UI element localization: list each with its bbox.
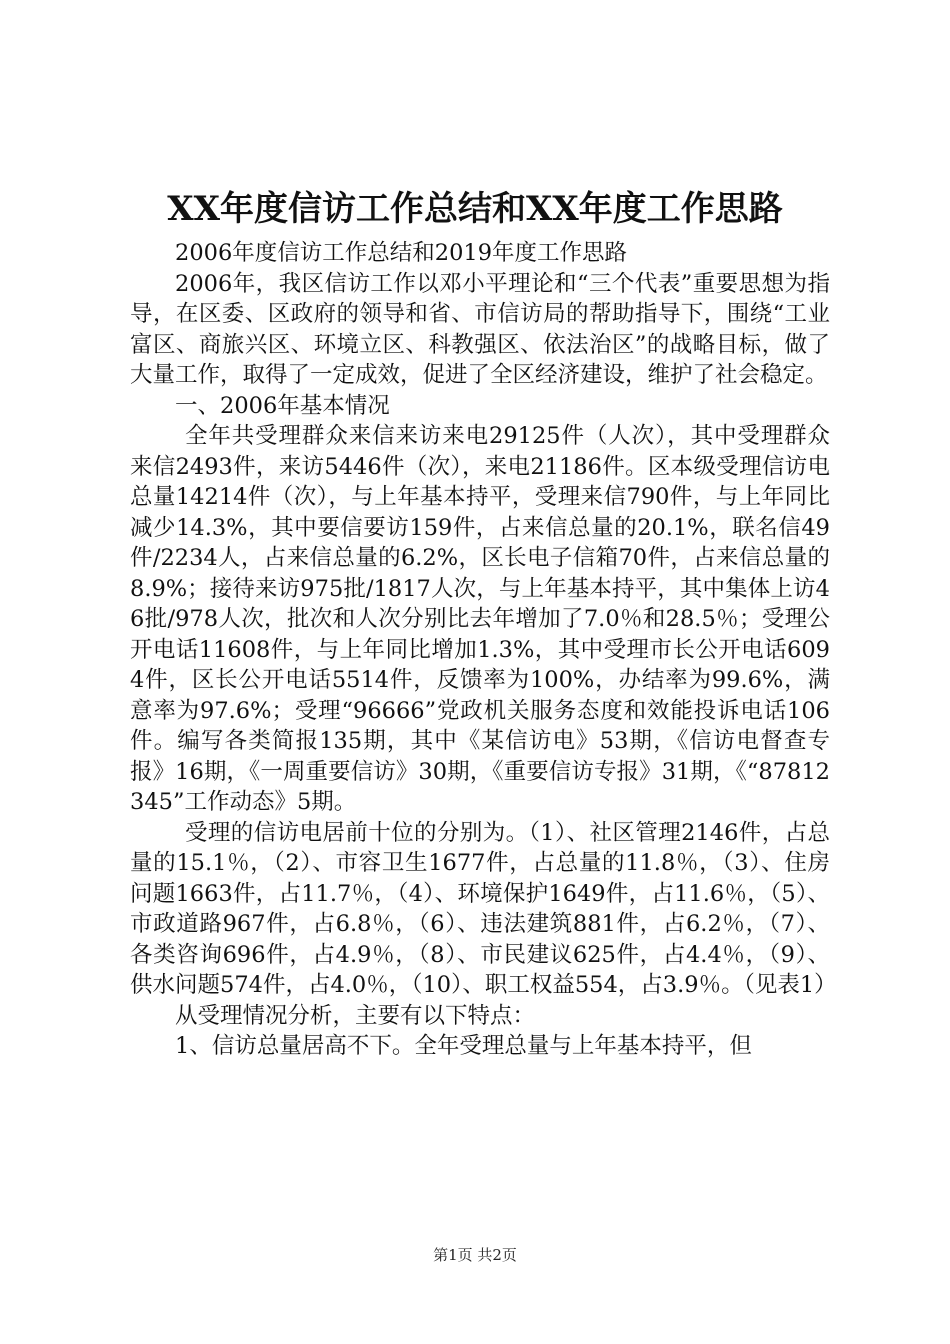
page-footer: 第1页 共2页 (433, 1246, 517, 1264)
analysis-intro-paragraph: 从受理情况分析，主要有以下特点： (175, 1002, 536, 1029)
feature-one-paragraph: 1、信访总量居高不下。全年受理总量与上年基本持平，但 (175, 1033, 752, 1059)
intro-paragraph: 2006年，我区信访工作以邓小平理论和“三个代表”重要思想为指导，在区委、区政府的领导和省、市信访局的帮助指导下，围绕“工业富区、商旅兴区、环境立区、科教强区、依法治区”的战略目标，做了大量工作，取得了一定成效，促进了全区经济建设，维护了社会稳定。 (130, 270, 830, 388)
top-ten-paragraph: 受理的信访电居前十位的分别为。（1）、社区管理2146件，占总量的15.1％，（2）、市容卫生1677件，占总量的11.8％，（3）、住房问题1663件，占11.7％，（4）、环境保护1649件，占11.6％，（5）、市政道路967件，占6.8％，（6）、违法建筑881件，占6.2％，（7）、各类咨询696件，占4.9％，（8）、市民建议625件，占4.4％，（9）、供水问题574件，占4.0％，（10）、职工权益554，占3.9％。（见表1） (130, 819, 837, 998)
document-body (130, 238, 837, 1062)
document-title: XX年度信访工作总结和XX年度工作思路 (167, 189, 783, 229)
subtitle-paragraph: 2006年度信访工作总结和2019年度工作思路 (175, 240, 628, 266)
statistics-paragraph: 全年共受理群众来信来访来电29125件（人次），其中受理群众来信2493件，来访5446件（次），来电21186件。区本级受理信访电总量14214件（次），与上年基本持平，受理来信790件，与上年同比减少14.3%，其中要信要访159件，占来信总量的20.1%，联名信49件/2234人，占来信总量的6.2%，区长电子信箱70件，占来信总量的8.9%；接待来访975批/1817人次，与上年基本持平，其中集体上访46批/978人次，批次和人次分别比去年增加了7.0％和28.5％；受理公开电话11608件，与上年同比增加1.3%，其中受理市长公开电话6094件，区长公开电话5514件，反馈率为100%，办结率为99.6%，满意率为97.6%；受理“96666”党政机关服务态度和效能投诉电话106件。编写各类简报135期，其中《某信访电》53期，《信访电督查专报》16期，《一周重要信访》30期，《重要信访专报》31期，《“87812345”工作动态》5期。 (130, 423, 830, 815)
section-heading: 一、2006年基本情况 (175, 392, 390, 419)
